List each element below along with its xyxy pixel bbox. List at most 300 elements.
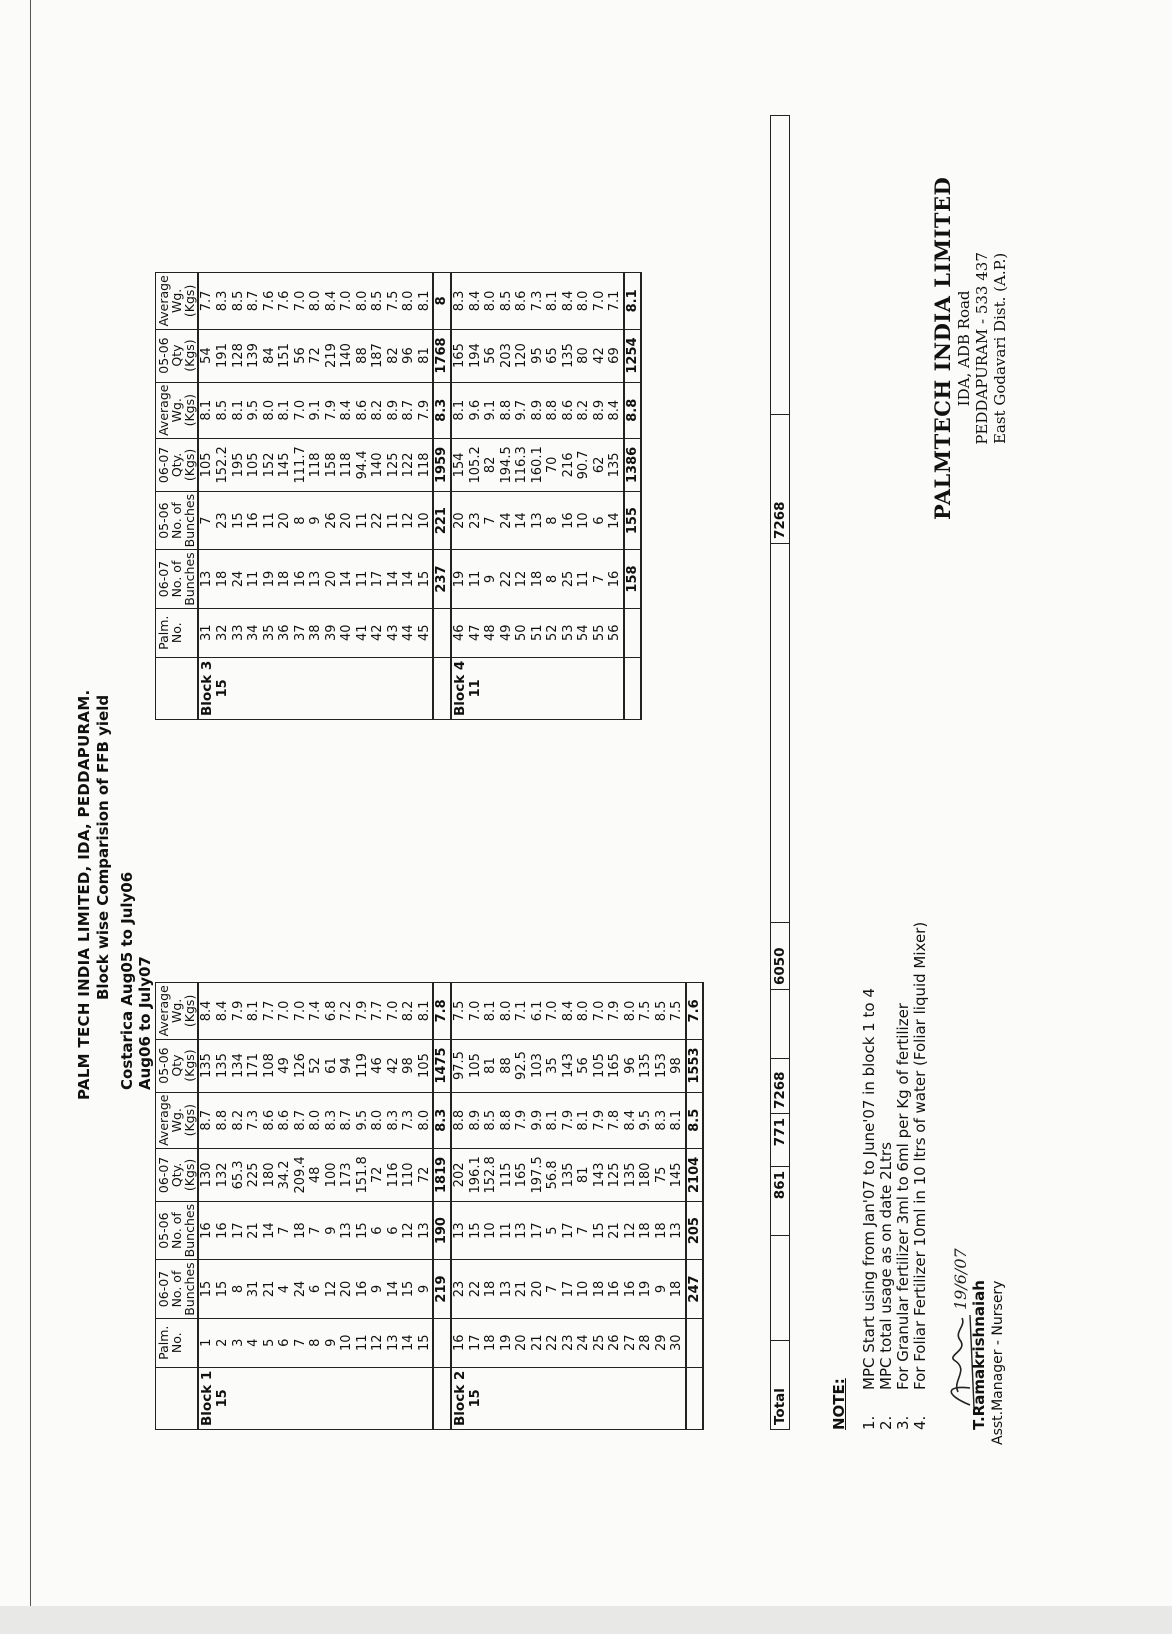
table-cell: 180 <box>638 1148 654 1201</box>
table-cell: 103 <box>530 1039 546 1092</box>
table-row <box>468 983 484 1430</box>
table-cell: 7.9 <box>231 983 247 1039</box>
table-cell: 135 <box>215 1039 231 1092</box>
table-cell: 8.8 <box>499 382 515 438</box>
table-cell: 33 <box>231 608 247 657</box>
table-row <box>293 983 309 1430</box>
table-cell: 42 <box>370 608 386 657</box>
table-cell: 8 <box>293 491 309 549</box>
block-cell <box>355 1367 371 1429</box>
block-total-row <box>686 983 704 1430</box>
table-cell: 8.1 <box>576 1092 592 1148</box>
table-cell: 140 <box>370 438 386 491</box>
block-cell <box>499 657 515 719</box>
table-cell: 7.0 <box>293 983 309 1039</box>
table-cell: 48 <box>308 1148 324 1201</box>
table-cell: 31 <box>198 608 215 657</box>
table-cell: 20 <box>514 1318 530 1367</box>
block-total-cell: 7.8 <box>433 983 451 1039</box>
table-cell: 194.5 <box>499 438 515 491</box>
block-cell <box>530 657 546 719</box>
table-cell: 8.2 <box>576 382 592 438</box>
block-cell <box>401 657 417 719</box>
table-cell: 20 <box>530 1260 546 1318</box>
table-cell: 8.5 <box>215 382 231 438</box>
table-cell: 7.3 <box>530 273 546 329</box>
table-cell: 49 <box>277 1039 293 1092</box>
table-cell: 7.0 <box>592 983 608 1039</box>
block-total-cell: 8.8 <box>624 382 642 438</box>
table-cell: 36 <box>277 608 293 657</box>
table-cell: 5 <box>262 1318 278 1367</box>
table-cell: 128 <box>231 329 247 382</box>
table-row <box>277 983 293 1430</box>
table-cell: 7.4 <box>308 983 324 1039</box>
column-header: Palm. No. <box>156 608 199 657</box>
table-cell: 13 <box>339 1201 355 1259</box>
block-cell <box>324 1367 340 1429</box>
block-total-cell: 1768 <box>433 329 451 382</box>
table-cell: 9.9 <box>530 1092 546 1148</box>
block-cell <box>293 1367 309 1429</box>
block-total-cell: 8.1 <box>624 273 642 329</box>
table-cell: 111.7 <box>293 438 309 491</box>
block-cell <box>262 1367 278 1429</box>
table-cell: 8.1 <box>669 1092 686 1148</box>
table-cell: 125 <box>607 1148 623 1201</box>
table-row <box>576 983 592 1430</box>
block-cell <box>277 657 293 719</box>
table-cell: 173 <box>339 1148 355 1201</box>
table-cell: 14 <box>401 550 417 608</box>
table-cell: 8.3 <box>451 273 468 329</box>
table-cell: 8.1 <box>545 1092 561 1148</box>
table-row <box>499 983 515 1430</box>
table-cell: 7.9 <box>514 1092 530 1148</box>
table-row <box>308 983 324 1430</box>
table-row <box>401 983 417 1430</box>
table-cell: 46 <box>370 1039 386 1092</box>
table-cell: 27 <box>623 1318 639 1367</box>
block-total-cell: 7.6 <box>686 983 704 1039</box>
block-total-row <box>624 273 642 720</box>
table-cell: 13 <box>669 1201 686 1259</box>
table-cell: 7.0 <box>592 273 608 329</box>
table-cell: 52 <box>308 1039 324 1092</box>
table-cell: 54 <box>198 329 215 382</box>
table-cell: 180 <box>262 1148 278 1201</box>
table-cell: 100 <box>324 1148 340 1201</box>
table-cell: 13 <box>386 1318 402 1367</box>
table-row <box>198 983 215 1430</box>
table-cell: 118 <box>308 438 324 491</box>
table-cell: 8.0 <box>576 273 592 329</box>
table-cell: 24 <box>293 1260 309 1318</box>
table-cell: 4 <box>277 1260 293 1318</box>
table-cell: 152.8 <box>483 1148 499 1201</box>
table-cell: 6 <box>277 1318 293 1367</box>
table-cell: 19 <box>451 550 468 608</box>
grand-total-qty-0607: 7268 <box>771 1059 790 1114</box>
block-cell <box>355 657 371 719</box>
block-cell <box>592 1367 608 1429</box>
table-cell: 8.6 <box>355 382 371 438</box>
table-row <box>324 273 340 720</box>
table-cell: 15 <box>468 1201 484 1259</box>
table-cell: 65.3 <box>231 1148 247 1201</box>
table-cell: 55 <box>592 608 608 657</box>
table-cell: 34 <box>246 608 262 657</box>
table-cell: 80 <box>576 329 592 382</box>
table-cell: 7 <box>198 491 215 549</box>
column-header: 06-07 No. of Bunches <box>156 550 199 608</box>
table-cell: 8.0 <box>308 1092 324 1148</box>
notes-list <box>860 922 928 1430</box>
table-cell: 11 <box>468 550 484 608</box>
table-cell: 8.5 <box>483 1092 499 1148</box>
table-cell: 13 <box>198 550 215 608</box>
yield-table-right <box>155 272 642 720</box>
table-cell: 7.5 <box>638 983 654 1039</box>
table-cell: 7.0 <box>468 983 484 1039</box>
table-cell: 20 <box>339 491 355 549</box>
table-cell: 2 <box>215 1318 231 1367</box>
table-cell: 10 <box>576 491 592 549</box>
table-row <box>215 983 231 1430</box>
table-row <box>386 983 402 1430</box>
table-cell: 20 <box>277 491 293 549</box>
table-cell: 56 <box>293 329 309 382</box>
block-cell <box>386 657 402 719</box>
table-cell: 13 <box>451 1201 468 1259</box>
table-cell: 8.4 <box>468 273 484 329</box>
table-cell: 8.7 <box>339 1092 355 1148</box>
table-cell: 8.6 <box>514 273 530 329</box>
table-cell: 96 <box>623 1039 639 1092</box>
table-cell: 8.0 <box>355 273 371 329</box>
table-row <box>339 273 355 720</box>
table-cell: 42 <box>386 1039 402 1092</box>
table-cell: 9 <box>324 1318 340 1367</box>
table-cell: 11 <box>355 491 371 549</box>
table-cell: 32 <box>215 608 231 657</box>
table-cell: 23 <box>215 491 231 549</box>
table-cell: 7.5 <box>669 983 686 1039</box>
table-cell: 9.6 <box>468 382 484 438</box>
table-cell: 30 <box>669 1318 686 1367</box>
table-cell: 12 <box>623 1201 639 1259</box>
table-cell: 98 <box>401 1039 417 1092</box>
table-cell: 8.9 <box>468 1092 484 1148</box>
table-cell: 29 <box>654 1318 670 1367</box>
table-cell: 115 <box>499 1148 515 1201</box>
table-cell: 24 <box>499 491 515 549</box>
table-cell: 96 <box>401 329 417 382</box>
table-cell: 7.6 <box>277 273 293 329</box>
table-cell: 10 <box>483 1201 499 1259</box>
block-total-cell: 247 <box>686 1260 704 1318</box>
table-cell: 94 <box>339 1039 355 1092</box>
table-cell: 160.1 <box>530 438 546 491</box>
table-cell: 7.8 <box>607 1092 623 1148</box>
table-cell: 18 <box>654 1201 670 1259</box>
table-cell: 7.0 <box>386 983 402 1039</box>
table-cell: 7.2 <box>339 983 355 1039</box>
table-cell: 8.5 <box>499 273 515 329</box>
table-cell: 69 <box>607 329 624 382</box>
table-cell: 8.4 <box>561 273 577 329</box>
table-cell: 105 <box>246 438 262 491</box>
table-cell: 16 <box>246 491 262 549</box>
table-cell: 16 <box>607 550 624 608</box>
table-cell: 22 <box>370 491 386 549</box>
table-cell: 9.7 <box>514 382 530 438</box>
table-cell: 196.1 <box>468 1148 484 1201</box>
column-header: 05-06 No. of Bunches <box>156 491 199 549</box>
table-cell: 35 <box>545 1039 561 1092</box>
block-cell <box>514 657 530 719</box>
table-cell: 187 <box>370 329 386 382</box>
block-cell <box>231 657 247 719</box>
table-row <box>623 983 639 1430</box>
table-cell: 8.2 <box>231 1092 247 1148</box>
block-label: Block 4 <box>451 657 468 719</box>
table-cell: 17 <box>370 550 386 608</box>
table-cell: 62 <box>592 438 608 491</box>
table-cell: 3 <box>231 1318 247 1367</box>
table-cell: 135 <box>561 329 577 382</box>
table-cell: 8.8 <box>451 1092 468 1148</box>
table-cell: 153 <box>654 1039 670 1092</box>
block-cell <box>654 1367 670 1429</box>
table-cell: 6 <box>308 1260 324 1318</box>
column-header: 06-07 No. of Bunches <box>156 1260 199 1318</box>
table-cell: 145 <box>669 1148 686 1201</box>
block-cell <box>417 657 434 719</box>
table-cell: 12 <box>401 1201 417 1259</box>
table-cell: 151 <box>277 329 293 382</box>
table-cell: 20 <box>324 550 340 608</box>
table-cell: 219 <box>324 329 340 382</box>
block-cell <box>561 657 577 719</box>
block-cell <box>576 1367 592 1429</box>
table-cell: 194 <box>468 329 484 382</box>
table-cell: 17 <box>561 1260 577 1318</box>
table-cell: 70 <box>545 438 561 491</box>
table-cell: 18 <box>483 1318 499 1367</box>
table-cell: 14 <box>339 550 355 608</box>
table-row <box>293 273 309 720</box>
block-cell <box>576 657 592 719</box>
table-row <box>483 273 499 720</box>
block-total-cell: 8.3 <box>433 1092 451 1148</box>
table-cell: 7 <box>592 550 608 608</box>
table-cell: 7.9 <box>561 1092 577 1148</box>
table-cell: 7 <box>308 1201 324 1259</box>
table-cell: 5 <box>545 1201 561 1259</box>
table-cell: 81 <box>417 329 434 382</box>
block-cell <box>277 1367 293 1429</box>
table-cell: 8.9 <box>592 382 608 438</box>
svg-text:19/6/07: 19/6/07 <box>951 1248 970 1310</box>
table-cell: 202 <box>451 1148 468 1201</box>
table-cell: 51 <box>530 608 546 657</box>
table-cell: 7 <box>293 1318 309 1367</box>
table-cell: 7 <box>277 1201 293 1259</box>
table-cell: 22 <box>545 1318 561 1367</box>
table-cell: 7.5 <box>386 273 402 329</box>
table-cell: 7.7 <box>198 273 215 329</box>
table-cell: 16 <box>451 1318 468 1367</box>
table-row <box>231 273 247 720</box>
table-cell: 8.6 <box>262 1092 278 1148</box>
table-cell: 165 <box>514 1148 530 1201</box>
block-total-cell: 1386 <box>624 438 642 491</box>
table-cell: 8.6 <box>561 382 577 438</box>
block-total-cell: 219 <box>433 1260 451 1318</box>
table-cell: 7.3 <box>246 1092 262 1148</box>
table-cell: 18 <box>530 550 546 608</box>
table-cell: 125 <box>386 438 402 491</box>
table-cell: 98 <box>669 1039 686 1092</box>
block-total-cell: 8.5 <box>686 1092 704 1148</box>
table-cell: 21 <box>607 1201 623 1259</box>
table-cell: 17 <box>231 1201 247 1259</box>
table-cell: 152.2 <box>215 438 231 491</box>
table-cell: 94.4 <box>355 438 371 491</box>
table-cell: 151.8 <box>355 1148 371 1201</box>
table-row <box>339 983 355 1430</box>
grand-total-qty-0506: 6050 <box>771 923 790 990</box>
table-cell: 25 <box>592 1318 608 1367</box>
table-cell: 8.4 <box>607 382 624 438</box>
block-cell <box>246 657 262 719</box>
table-cell: 191 <box>215 329 231 382</box>
table-row <box>246 983 262 1430</box>
table-cell: 8.8 <box>545 382 561 438</box>
block-cell: 11 <box>468 657 484 719</box>
table-cell: 50 <box>514 608 530 657</box>
table-cell: 8.4 <box>198 983 215 1039</box>
block-label: Block 1 <box>198 1367 215 1429</box>
table-cell: 135 <box>198 1039 215 1092</box>
table-cell: 216 <box>561 438 577 491</box>
table-cell: 47 <box>468 608 484 657</box>
table-cell: 8.0 <box>370 1092 386 1148</box>
table-row <box>308 273 324 720</box>
table-cell: 34.2 <box>277 1148 293 1201</box>
table-cell: 42 <box>592 329 608 382</box>
table-cell: 8 <box>308 1318 324 1367</box>
block-cell <box>530 1367 546 1429</box>
block-cell <box>339 1367 355 1429</box>
table-cell: 41 <box>355 608 371 657</box>
table-cell: 9 <box>483 550 499 608</box>
table-cell: 7.9 <box>417 382 434 438</box>
table-row <box>499 273 515 720</box>
block-cell <box>339 657 355 719</box>
table-cell: 130 <box>198 1148 215 1201</box>
block-cell <box>324 657 340 719</box>
table-cell: 7.1 <box>607 273 624 329</box>
table-row <box>514 273 530 720</box>
table-cell: 4 <box>246 1318 262 1367</box>
table-row <box>638 983 654 1430</box>
table-cell: 13 <box>530 491 546 549</box>
table-cell: 105.2 <box>468 438 484 491</box>
table-cell: 52 <box>545 608 561 657</box>
table-cell: 7.0 <box>277 983 293 1039</box>
table-cell: 7.6 <box>262 273 278 329</box>
block-cell <box>293 657 309 719</box>
table-cell: 82 <box>483 438 499 491</box>
table-cell: 23 <box>468 491 484 549</box>
table-cell: 7 <box>483 491 499 549</box>
table-cell: 8.4 <box>339 382 355 438</box>
grand-total-label: Total <box>771 1341 790 1430</box>
block-total-cell: 1475 <box>433 1039 451 1092</box>
table-cell: 9.5 <box>638 1092 654 1148</box>
table-cell: 197.5 <box>530 1148 546 1201</box>
table-row <box>561 273 577 720</box>
table-row <box>576 273 592 720</box>
block-cell <box>370 1367 386 1429</box>
table-cell: 18 <box>293 1201 309 1259</box>
table-cell: 14 <box>401 1318 417 1367</box>
block-total-cell: 205 <box>686 1201 704 1259</box>
note-item: 3.For Granular fertilizer 3ml to 6ml per Kg of fertilizer <box>894 1003 912 1430</box>
table-cell: 7 <box>545 1260 561 1318</box>
table-cell: 8.5 <box>654 983 670 1039</box>
table-cell: 7.0 <box>293 273 309 329</box>
table-cell: 8.7 <box>293 1092 309 1148</box>
table-cell: 158 <box>324 438 340 491</box>
table-cell: 8.4 <box>561 983 577 1039</box>
table-cell: 110 <box>401 1148 417 1201</box>
table-cell: 15 <box>401 1260 417 1318</box>
scan-bottom-strip <box>0 1606 1172 1634</box>
table-cell: 19 <box>499 1318 515 1367</box>
table-cell: 8.5 <box>370 273 386 329</box>
block-cell: 15 <box>468 1367 484 1429</box>
table-cell: 9 <box>417 1260 434 1318</box>
column-header: Average Wg. (Kgs) <box>156 273 199 329</box>
table-cell: 8 <box>545 550 561 608</box>
table-cell: 8.2 <box>401 983 417 1039</box>
header-row <box>156 983 199 1430</box>
doc-subtitle: Block wise Comparision of FFB yield <box>94 694 112 1000</box>
block-total-cell: 237 <box>433 550 451 608</box>
column-header: 05-06 Qty (Kgs) <box>156 1039 199 1092</box>
table-row <box>592 983 608 1430</box>
block-total-cell: 1959 <box>433 438 451 491</box>
table-cell: 8.1 <box>277 382 293 438</box>
table-cell: 7.0 <box>545 983 561 1039</box>
table-cell: 135 <box>623 1148 639 1201</box>
table-cell: 15 <box>417 550 434 608</box>
table-cell: 6 <box>386 1201 402 1259</box>
table-row <box>545 273 561 720</box>
table-cell: 143 <box>561 1039 577 1092</box>
block-cell <box>483 657 499 719</box>
block-total-cell: 1254 <box>624 329 642 382</box>
block-cell <box>262 657 278 719</box>
block-total-cell: 190 <box>433 1201 451 1259</box>
table-cell: 8 <box>545 491 561 549</box>
table-cell: 97.5 <box>451 1039 468 1092</box>
table-cell: 8.4 <box>215 983 231 1039</box>
table-cell: 7.9 <box>607 983 623 1039</box>
